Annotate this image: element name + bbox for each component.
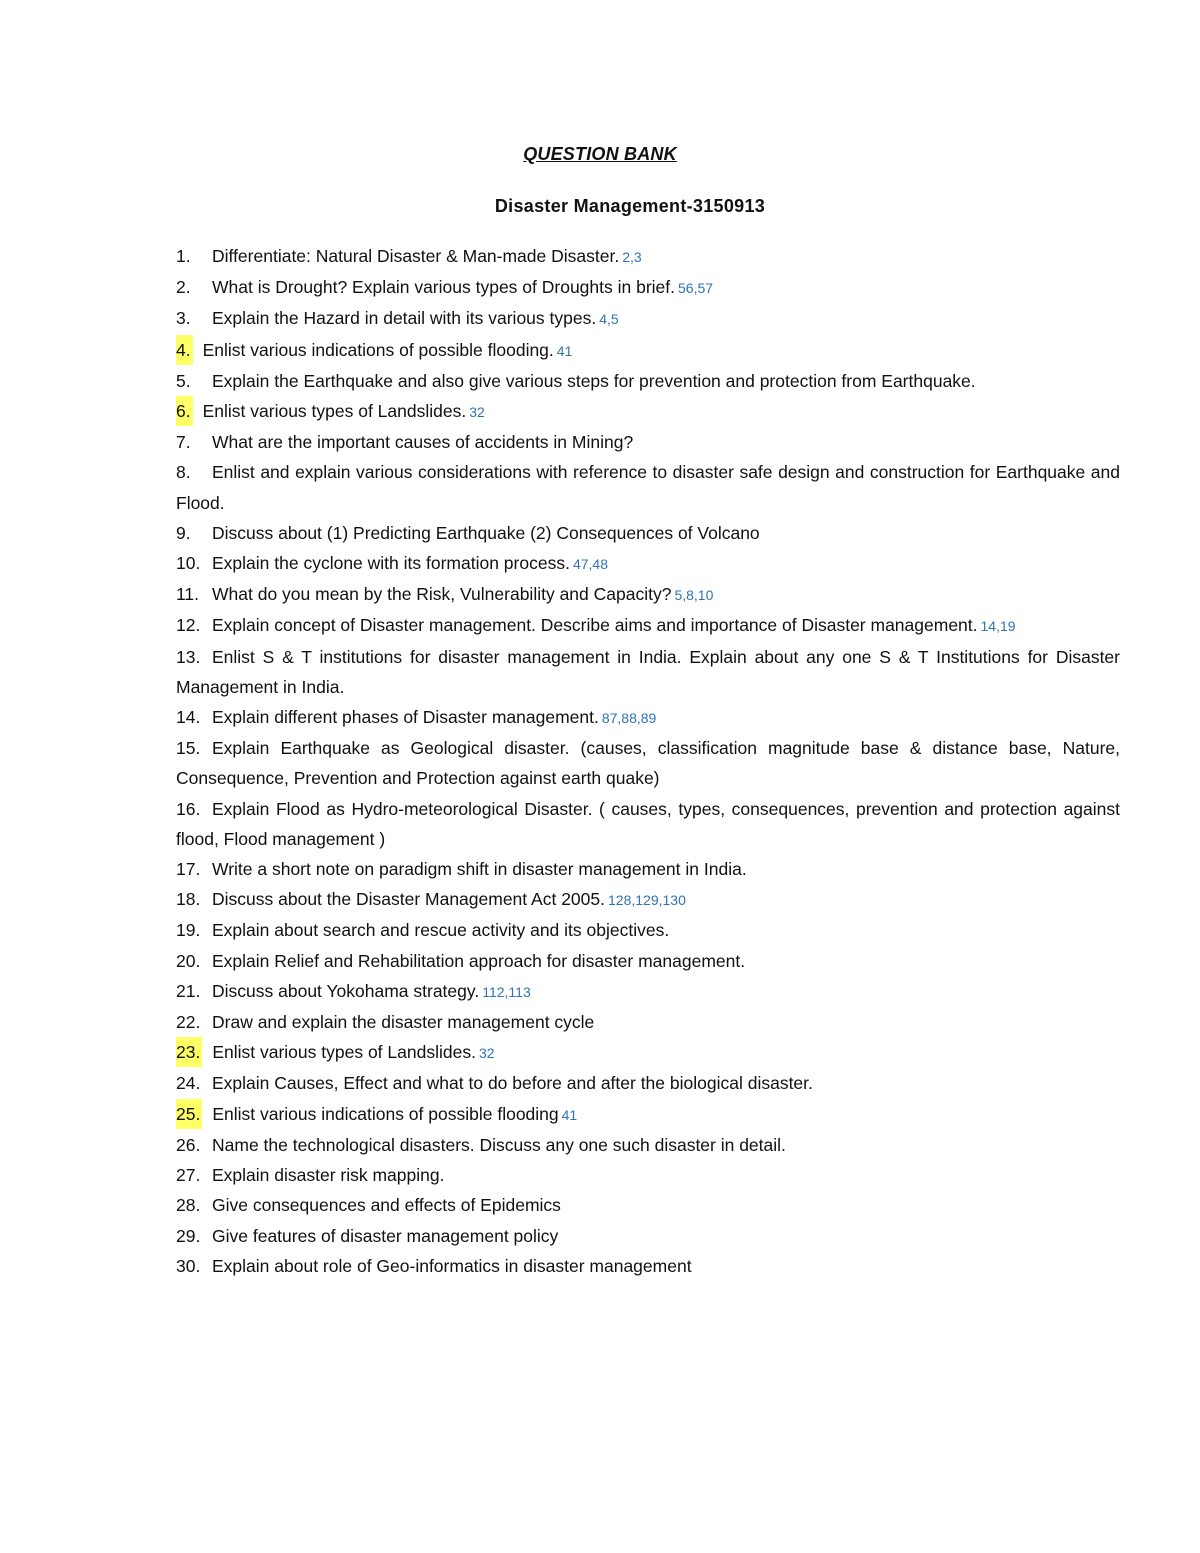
question-number: 30.: [176, 1255, 201, 1276]
question-text: Enlist various types of Landslides.: [212, 1042, 476, 1063]
document-title: QUESTION BANK: [523, 144, 677, 164]
question-item: [176, 1190, 1120, 1220]
question-item: [176, 1130, 1120, 1160]
question-number: 11.: [176, 584, 200, 605]
question-number: 8.: [176, 462, 191, 483]
question-number: 20.: [176, 950, 201, 971]
question-text: Explain Causes, Effect and what to do before and after the biological disaster.: [212, 1073, 813, 1094]
question-item: [176, 272, 1120, 303]
question-text: Give features of disaster management policy: [212, 1225, 559, 1246]
question-text: Draw and explain the disaster management cycle: [212, 1012, 595, 1033]
question-number: 16.: [176, 798, 201, 819]
question-item: [176, 733, 1120, 793]
question-number: 5.: [176, 370, 191, 391]
question-text: Give consequences and effects of Epidemics: [212, 1195, 561, 1216]
question-text: Explain the cyclone with its formation process.: [212, 553, 570, 574]
question-number: 22.: [176, 1012, 201, 1033]
question-item: [176, 396, 1120, 427]
page-reference: 32: [478, 1045, 495, 1062]
page-reference: 14,19: [980, 618, 1016, 635]
question-number: 10.: [176, 553, 201, 574]
question-text: Discuss about Yokohama strategy.: [212, 980, 480, 1001]
question-number: 9.: [176, 522, 191, 543]
question-text: Discuss about (1) Predicting Earthquake (2) Consequences of Volcano: [212, 522, 760, 543]
question-item: [176, 702, 1120, 733]
question-number: 17.: [176, 859, 201, 880]
question-item: [176, 335, 1120, 366]
question-text: Write a short note on paradigm shift in disaster management in India.: [212, 859, 747, 880]
question-item: [176, 610, 1120, 641]
question-text: Differentiate: Natural Disaster & Man-made Disaster.: [212, 246, 620, 266]
question-number-highlighted: 6.: [176, 396, 193, 426]
question-text: Explain different phases of Disaster management.: [212, 707, 599, 728]
question-text: Explain Relief and Rehabilitation approach for disaster management.: [212, 950, 746, 971]
question-text: Explain concept of Disaster management. Describe aims and importance of Disaster management.: [212, 615, 978, 636]
question-text: Explain about role of Geo-informatics in disaster management: [212, 1255, 692, 1276]
question-item: [176, 915, 1120, 945]
question-text: Explain the Earthquake and also give various steps for prevention and protection from Earthquake.: [212, 370, 976, 391]
question-item: [176, 884, 1120, 915]
question-item: [176, 642, 1120, 702]
question-item: [176, 1251, 1120, 1281]
question-item: [176, 854, 1120, 884]
page-reference: 87,88,89: [601, 710, 657, 727]
question-item: [176, 366, 1120, 396]
page-reference: 41: [561, 1106, 578, 1123]
question-number: 3.: [176, 308, 191, 329]
question-number-highlighted: 4.: [176, 335, 193, 365]
question-item: [176, 1099, 1120, 1130]
question-number: 14.: [176, 707, 201, 728]
question-text: Enlist various indications of possible flooding: [212, 1103, 559, 1124]
question-item: [176, 579, 1120, 610]
question-number: 12.: [176, 615, 201, 636]
page-reference: 41: [556, 342, 573, 359]
question-number: 28.: [176, 1195, 201, 1216]
question-number: 7.: [176, 432, 191, 453]
page-reference: 32: [469, 404, 485, 421]
question-item: [176, 457, 1120, 517]
question-item: [176, 1160, 1120, 1190]
question-item: [176, 1037, 1120, 1068]
question-text: What are the important causes of accidents in Mining?: [212, 432, 634, 453]
question-number: 13.: [176, 646, 201, 667]
question-number: 1.: [176, 246, 191, 266]
question-text: What do you mean by the Risk, Vulnerability and Capacity?: [212, 584, 672, 605]
page-reference: 4,5: [599, 311, 619, 328]
question-text: Enlist various types of Landslides.: [202, 401, 467, 422]
page-reference: 2,3: [622, 249, 642, 265]
question-number-highlighted: 25.: [176, 1099, 202, 1129]
question-text: Explain Flood as Hydro-meteorological Disaster. ( causes, types, consequences, prevention and protection against flood, Flood management ): [176, 798, 1120, 849]
page-reference: 112,113: [482, 983, 531, 1000]
question-item: [176, 946, 1120, 976]
question-number: 27.: [176, 1165, 201, 1186]
question-number: 24.: [176, 1073, 201, 1094]
question-item: [176, 303, 1120, 334]
question-item: [176, 518, 1120, 548]
question-number-highlighted: 23.: [176, 1037, 202, 1067]
question-list: [176, 241, 1120, 1281]
question-text: Enlist S & T institutions for disaster management in India. Explain about any one S & T Institutions for Disaster Management in India.: [176, 646, 1120, 697]
question-number: 2.: [176, 277, 191, 298]
question-text: Explain the Hazard in detail with its various types.: [212, 308, 597, 329]
question-text: Explain Earthquake as Geological disaster. (causes, classification magnitude base & distance base, Nature, Consequence, Prevention and Protection against earth quake): [176, 738, 1120, 789]
document-subtitle: Disaster Management-3150913: [494, 196, 766, 216]
question-number: 21.: [176, 980, 201, 1001]
question-text: Name the technological disasters. Discuss any one such disaster in detail.: [212, 1134, 786, 1155]
question-number: 15.: [176, 738, 201, 759]
page-reference: 56,57: [678, 280, 714, 297]
question-text: What is Drought? Explain various types of Droughts in brief.: [212, 277, 675, 298]
page-reference: 5,8,10: [674, 587, 714, 604]
question-number: 18.: [176, 889, 201, 910]
question-item: [176, 427, 1120, 457]
page-reference: 47,48: [572, 556, 608, 573]
question-text: Explain disaster risk mapping.: [212, 1165, 445, 1186]
question-item: [176, 548, 1120, 579]
question-item: [176, 1068, 1120, 1098]
question-item: [176, 794, 1120, 854]
question-text: Explain about search and rescue activity and its objectives.: [212, 920, 670, 941]
question-text: Enlist and explain various considerations with reference to disaster safe design and construction for Earthquake and Flood.: [176, 462, 1120, 513]
question-text: Enlist various indications of possible flooding.: [202, 339, 554, 360]
question-number: 29.: [176, 1225, 201, 1246]
question-text: Discuss about the Disaster Management Act 2005.: [212, 889, 605, 910]
question-item: [176, 241, 1120, 272]
question-number: 26.: [176, 1134, 201, 1155]
question-number: 19.: [176, 920, 201, 941]
question-item: [176, 1007, 1120, 1037]
question-item: [176, 976, 1120, 1007]
page-reference: 128,129,130: [608, 892, 686, 909]
question-item: [176, 1221, 1120, 1251]
